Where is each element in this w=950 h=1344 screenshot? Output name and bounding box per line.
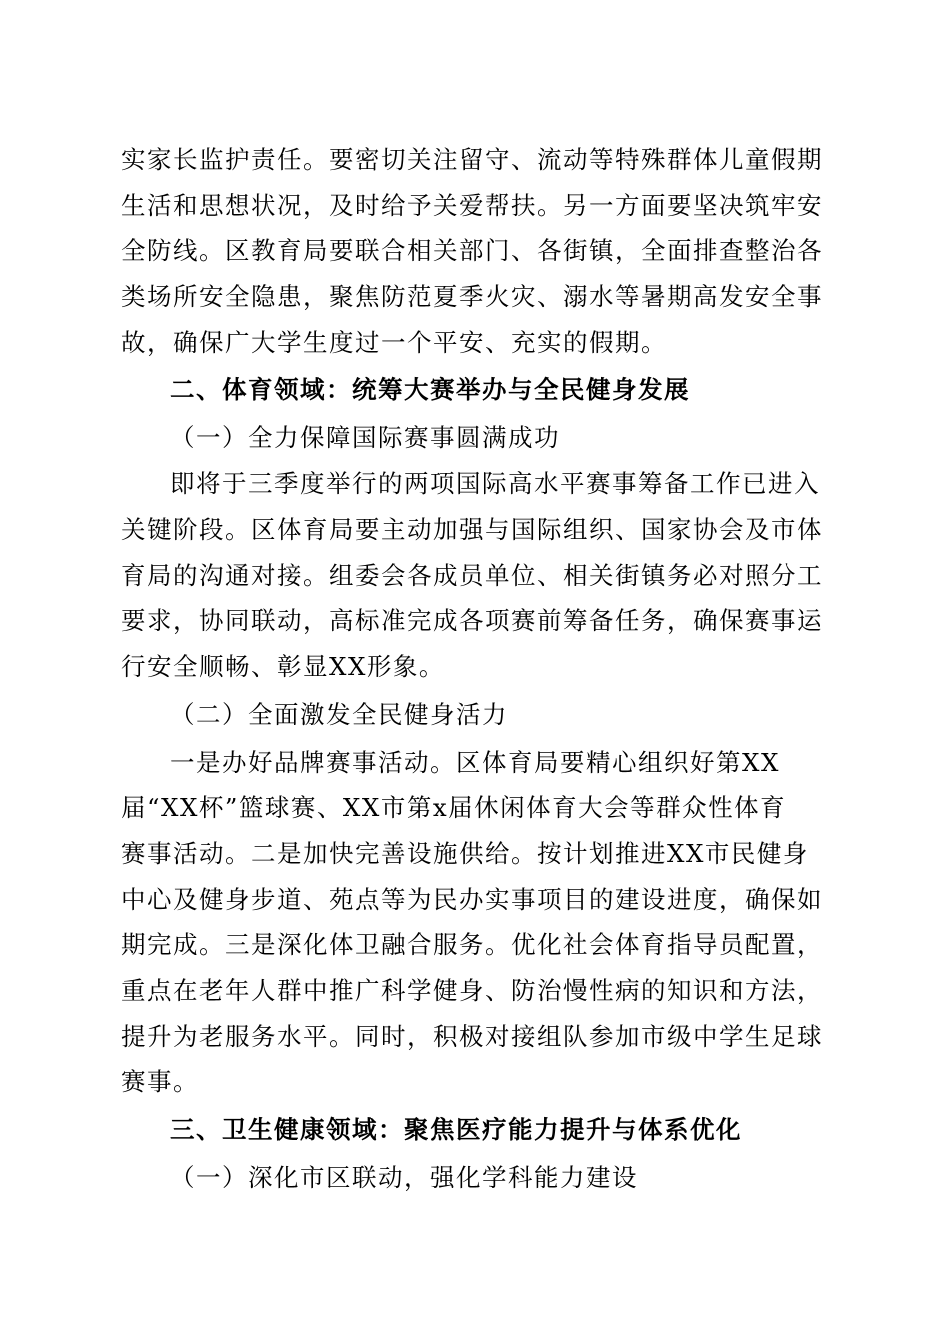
paragraph-international-events	[121, 461, 833, 689]
subsection-heading-national-fitness: （二）全面激发全民健身活力	[170, 699, 508, 729]
text-line: 重点在老年人群中推广科学健身、防治慢性病的知识和方法，	[121, 976, 823, 1005]
text-line: 届“XX杯”篮球赛、XX市第x届休闲体育大会等群众性体育	[121, 793, 787, 823]
text-line: 期完成。三是深化体卫融合服务。优化社会体育指导员配置，	[121, 930, 823, 960]
text-line: 赛事活动。二是加快完善设施供给。按计划推进XX市民健身	[121, 838, 809, 868]
text-line: 赛事。	[121, 1067, 199, 1097]
paragraph-continued	[121, 137, 833, 365]
document-body	[121, 137, 833, 1201]
subsection-heading-international-events: （一）全力保障国际赛事圆满成功	[170, 423, 560, 453]
text-line: 提升为老服务水平。同时，积极对接组队参加市级中学生足球	[121, 1021, 823, 1051]
text-line: 全防线。区教育局要联合相关部门、各街镇，全面排查整治各	[121, 236, 823, 266]
section-heading-sports: 二、体育领域：统筹大赛举办与全民健身发展	[170, 375, 690, 405]
text-line: 即将于三季度举行的两项国际高水平赛事筹备工作已进入	[170, 469, 820, 499]
text-line: 生活和思想状况，及时给予关爱帮扶。另一方面要坚决筑牢安	[121, 190, 823, 220]
text-line: 行安全顺畅、彰显XX形象。	[121, 651, 445, 681]
text-line: 故，确保广大学生度过一个平安、充实的假期。	[121, 327, 667, 357]
text-line: 实家长监护责任。要密切关注留守、流动等特殊群体儿童假期	[121, 145, 823, 174]
text-line: 育局的沟通对接。组委会各成员单位、相关街镇务必对照分工	[121, 560, 823, 590]
text-line: 中心及健身步道、苑点等为民办实事项目的建设进度，确保如	[121, 884, 823, 914]
subsection-heading-city-district-linkage: （一）深化市区联动，强化学科能力建设	[170, 1163, 638, 1193]
text-line: 关键阶段。区体育局要主动加强与国际组织、国家协会及市体	[121, 514, 823, 544]
text-line: 要求，协同联动，高标准完成各项赛前筹备任务，确保赛事运	[121, 606, 823, 636]
text-line: 类场所安全隐患，聚焦防范夏季火灾、溺水等暑期高发安全事	[121, 282, 823, 312]
section-heading-health: 三、卫生健康领域：聚焦医疗能力提升与体系优化	[170, 1115, 742, 1145]
text-line: 一是办好品牌赛事活动。区体育局要精心组织好第XX	[170, 747, 780, 777]
paragraph-national-fitness	[121, 740, 833, 1106]
